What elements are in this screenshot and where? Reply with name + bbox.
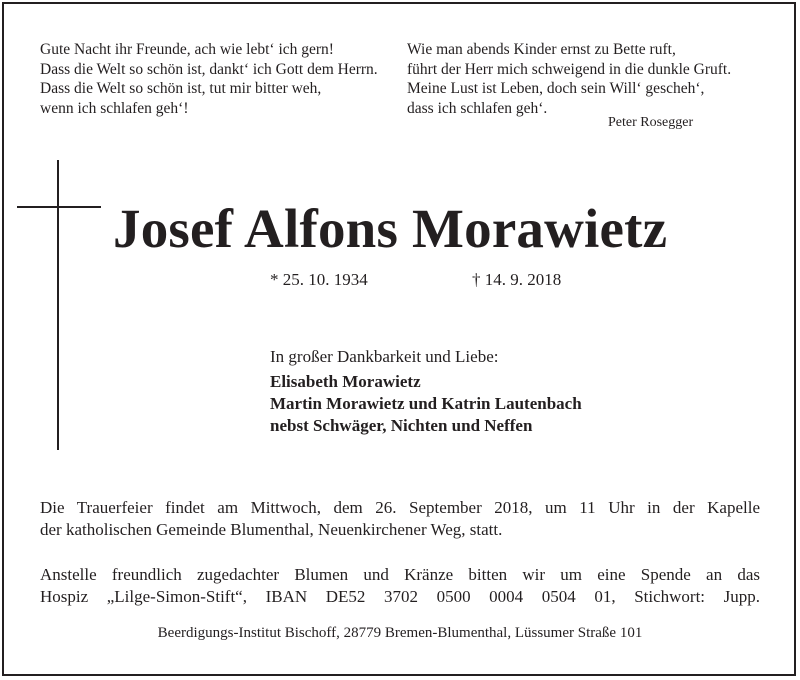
poem-author: Peter Rosegger xyxy=(608,115,694,130)
mourner-name: Elisabeth Morawietz xyxy=(270,372,421,391)
service-line: der katholischen Gemeinde Blumenthal, Neuenkirchener Weg, statt. xyxy=(40,520,503,539)
donation-line: Anstelle freundlich zugedachter Blumen und Kränze bitten wir um eine Spende an das xyxy=(40,565,760,584)
poem-line: Wie man abends Kinder ernst zu Bette ruft, xyxy=(407,41,676,58)
mourner-name: Martin Morawietz und Katrin Lautenbach xyxy=(270,394,582,413)
poem-line: führt der Herr mich schweigend in die dunkle Gruft. xyxy=(407,60,732,78)
poem-line: wenn ich schlafen geh‘! xyxy=(40,99,189,117)
cross-icon-horizontal xyxy=(17,206,101,208)
funeral-home-footer: Beerdigungs-Institut Bischoff, 28779 Bremen-Blumenthal, Lüssumer Straße 101 xyxy=(157,625,643,641)
birth-date: * 25. 10. 1934 xyxy=(270,270,368,289)
poem-left xyxy=(40,40,378,118)
donation-info xyxy=(40,564,760,608)
poem-line: dass ich schlafen geh‘. xyxy=(407,99,548,117)
service-line: Die Trauerfeier findet am Mittwoch, dem 26. September 2018, um 11 Uhr in der Kapelle xyxy=(40,498,760,517)
poem-line: Dass die Welt so schön ist, dankt‘ ich Gott dem Herrn. xyxy=(40,60,378,78)
mourners-intro: In großer Dankbarkeit und Liebe: xyxy=(270,347,499,366)
deceased-name: Josef Alfons Morawietz xyxy=(113,198,668,259)
poem-right xyxy=(407,40,731,118)
service-info xyxy=(40,497,760,541)
cross-icon-vertical xyxy=(57,160,59,450)
death-date: † 14. 9. 2018 xyxy=(472,270,562,289)
mourner-name: nebst Schwäger, Nichten und Neffen xyxy=(270,416,533,435)
poem-line: Meine Lust ist Leben, doch sein Will‘ gescheh‘, xyxy=(407,80,705,97)
poem-line: Gute Nacht ihr Freunde, ach wie lebt‘ ich gern! xyxy=(40,41,334,58)
poem-line: Dass die Welt so schön ist, tut mir bitter weh, xyxy=(40,80,322,97)
donation-line: Hospiz „Lilge-Simon-Stift“, IBAN DE52 3702 0500 0004 0504 01, Stichwort: Jupp. xyxy=(40,587,760,606)
mourners-block xyxy=(270,346,582,437)
